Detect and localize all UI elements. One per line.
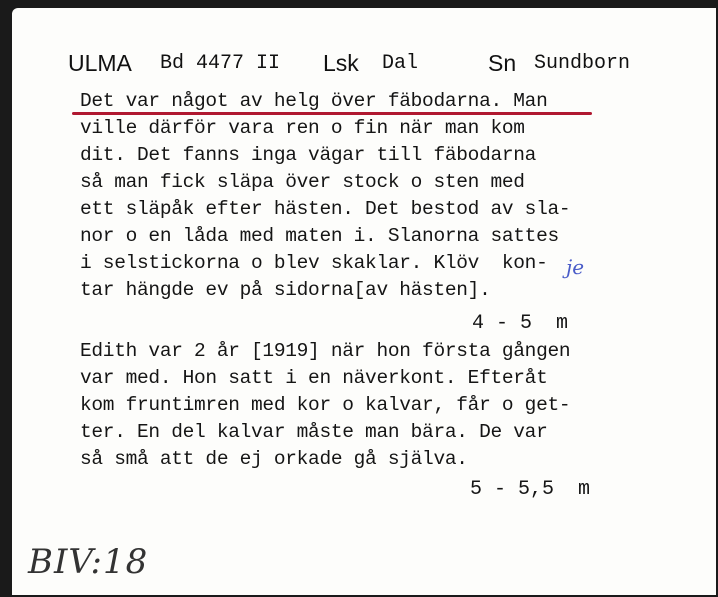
- text-line: så små att de ej orkade gå själva.: [80, 448, 468, 470]
- text-line: Edith var 2 år [1919] när hon första gången: [80, 340, 571, 362]
- measurement-2: 5 - 5,5 m: [470, 478, 591, 501]
- text-line: kom fruntimren med kor o kalvar, får o get-: [80, 394, 571, 416]
- landskap-label: Lsk: [323, 50, 359, 76]
- text-line: ter. En del kalvar måste man bära. De var: [80, 421, 548, 443]
- text-line: så man fick släpa över stock o sten med: [80, 171, 525, 193]
- text-line: Det var något av helg över fäbodarna. Man: [80, 90, 548, 112]
- text-line: ett släpåk efter hästen. Det bestod av sla-: [80, 198, 571, 220]
- landskap-value: Dal: [382, 52, 419, 75]
- text-line: nor o en låda med maten i. Slanorna sattes: [80, 225, 559, 247]
- text-line: i selstickorna o blev skaklar. Klöv kon-: [80, 252, 548, 274]
- text-line: var med. Hon satt i en näverkont. Efteråt: [80, 367, 548, 389]
- text-line: tar hängde ev på sidorna[av hästen].: [80, 279, 491, 301]
- text-line: ville därför vara ren o fin när man kom: [80, 117, 525, 139]
- socken-label: Sn: [488, 50, 517, 76]
- collection-code: ULMA: [68, 50, 132, 76]
- red-underline: [72, 112, 592, 115]
- volume-reference: Bd 4477 II: [160, 52, 281, 75]
- handwritten-signum: BIV:18: [28, 542, 149, 582]
- text-line: dit. Det fanns inga vägar till fäbodarna: [80, 144, 537, 166]
- measurement-1: 4 - 5 m: [472, 312, 569, 335]
- handwritten-insertion: je: [566, 255, 585, 279]
- socken-value: Sundborn: [534, 52, 631, 75]
